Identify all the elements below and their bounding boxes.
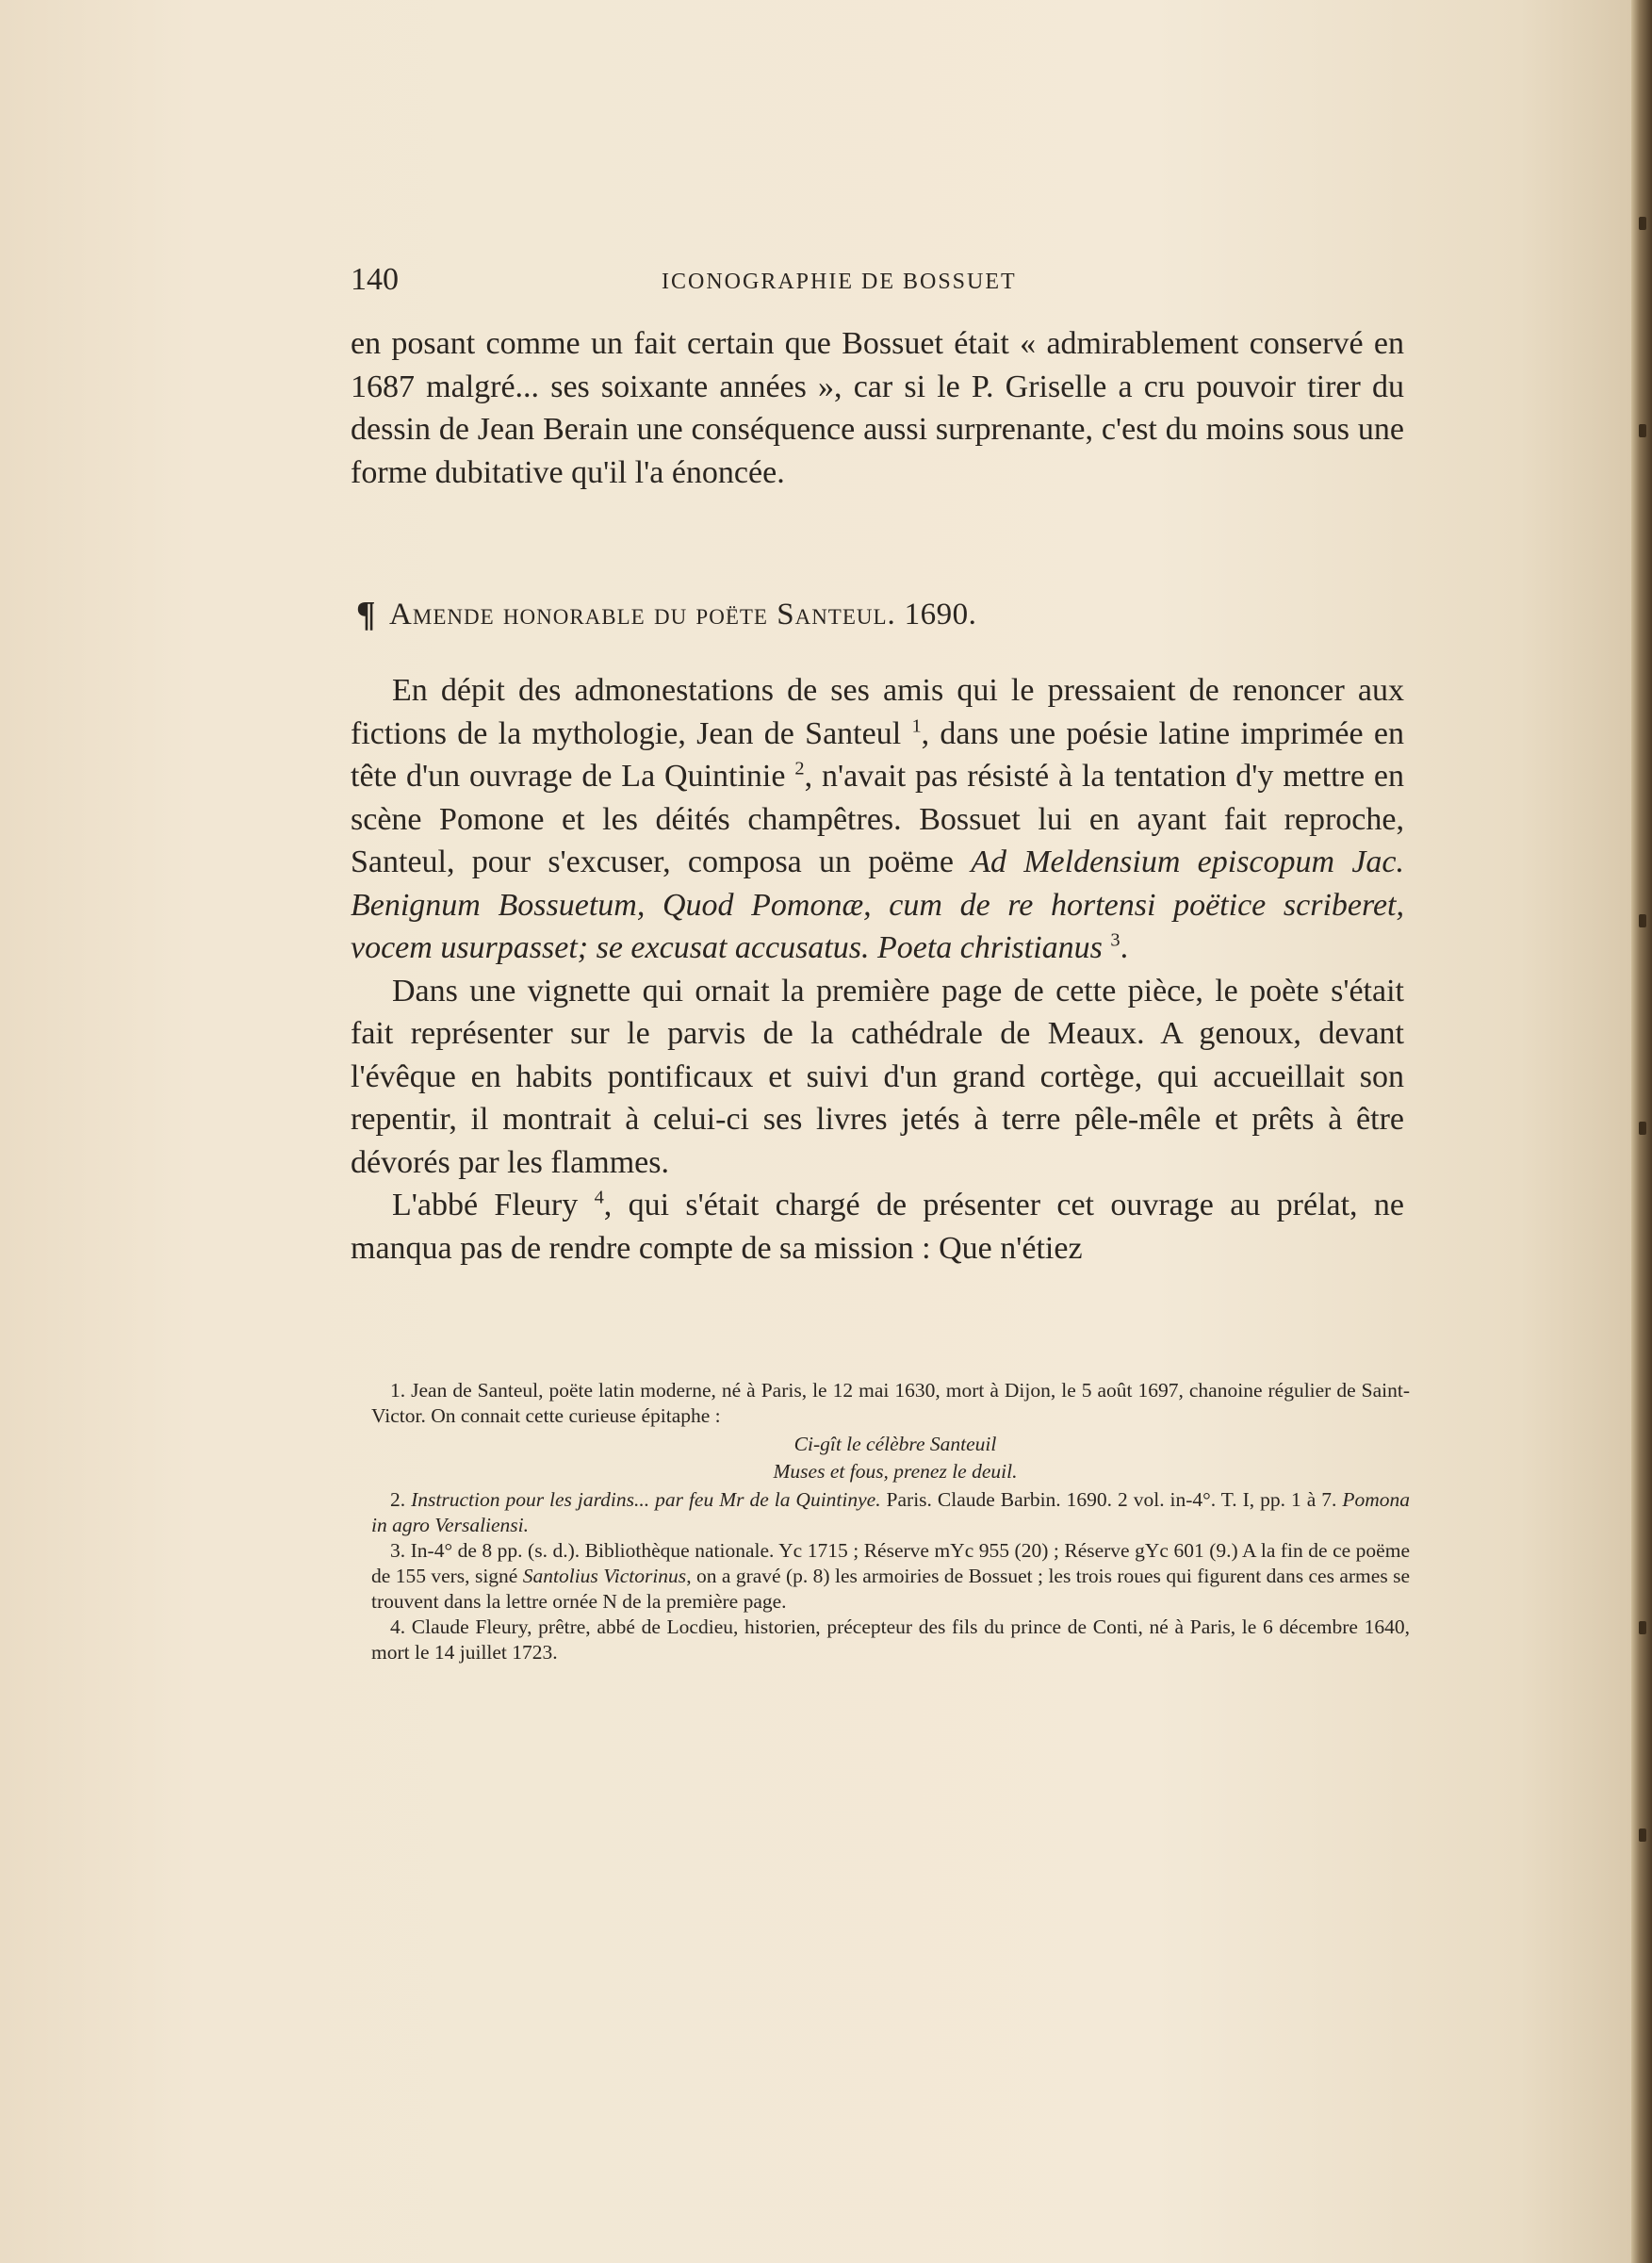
section-title: Amende honorable du poëte Santeul. — [389, 598, 896, 631]
paragraph-text: , qui s'était chargé de présenter cet ouvrage au prélat, ne manqua pas de rendre compte de sa mission : Que n'étiez — [351, 1188, 1404, 1266]
paragraph-text: , dans une poésie latine imprimée en tête d'un ouvrage de La Quintinie — [351, 715, 1404, 794]
binding-mark — [1639, 1621, 1646, 1634]
paragraph-santeul — [351, 669, 1404, 970]
paragraph-vignette: Dans une vignette qui ornait la première page de cette pièce, le poète s'était fait représenter sur le parvis de la cathédrale de Meaux. A genoux, devant l'évêque en habits pontificaux et suivi d'un grand cortège, qui accueillait son repentir, il montrait à celui-ci ses livres jetés à terre pêle-mêle et prêts à être dévorés par les flammes. — [351, 973, 1404, 1180]
paragraph-fleury — [351, 1184, 1404, 1270]
intro-paragraph-block — [351, 322, 1404, 494]
footnote-italic: Instruction pour les jardins... par feu Mr de la Quintinye. — [411, 1488, 881, 1511]
footnote-text: , on a gravé (p. 8) les armoiries de Bossuet ; les trois roues qui figurent dans ces armes se trouvent dans la lettre ornée N de la première page. — [371, 1565, 1410, 1613]
footnote-ref[interactable]: 4 — [594, 1187, 604, 1208]
page-binding-edge — [1631, 0, 1652, 2263]
binding-mark — [1639, 424, 1646, 437]
footnote-ref[interactable]: 2 — [794, 758, 805, 779]
footnote-italic: Santolius Victorinus — [522, 1565, 687, 1587]
footnote-number: 2. — [390, 1488, 406, 1511]
paragraph-text: . — [1120, 930, 1129, 965]
footnote-3 — [371, 1538, 1410, 1615]
binding-mark — [1639, 914, 1646, 927]
footnote-ref[interactable]: 1 — [911, 715, 922, 737]
footnotes — [371, 1378, 1410, 1665]
verse-line: Ci-gît le célèbre Santeuil — [793, 1433, 997, 1455]
paragraph-text: En dépit des admonestations de ses amis qui le pressaient de renoncer aux fictions de la mythologie, Jean de Santeul — [351, 673, 1404, 751]
section-year: 1690. — [904, 598, 977, 631]
page-number: 140 — [351, 262, 399, 297]
verse-line: Muses et fous, prenez le deuil. — [773, 1460, 1018, 1483]
footnote-2 — [371, 1487, 1410, 1538]
epitaph-verse — [371, 1431, 1410, 1485]
binding-mark — [1639, 217, 1646, 230]
footnote-4: 4. Claude Fleury, prêtre, abbé de Locdieu, historien, précepteur des fils du prince de Conti, né à Paris, le 6 décembre 1640, mort le 14 juillet 1723. — [371, 1615, 1410, 1664]
footnote-ref[interactable]: 3 — [1110, 929, 1120, 951]
footnote-1: 1. Jean de Santeul, poëte latin moderne, né à Paris, le 12 mai 1630, mort à Dijon, le 5 août 1697, chanoine régulier de Saint-Victor. On connait cette curieuse épitaphe : — [371, 1379, 1410, 1427]
paragraph-text: L'abbé Fleury — [392, 1188, 579, 1222]
footnote-text: Paris. Claude Barbin. 1690. 2 vol. in-4°. T. I, pp. 1 à 7. — [880, 1488, 1343, 1511]
poem-title: Ad Meldensium episcopum Jac. Benignum Bossuetum, Quod Pomonæ, cum de re hortensi poëtice scriberet, vocem usurpasset; se excusat accusatus. Poeta christianus — [351, 845, 1405, 965]
intro-paragraph: en posant comme un fait certain que Bossuet était « admirablement conservé en 1687 malgré... ses soixante années », car si le P. Griselle a cru pouvoir tirer du dessin de Jean Berain une conséquence aussi surprenante, c'est du moins sous une forme dubitative qu'il l'a énoncée. — [351, 326, 1404, 490]
footnote-text: 3. In-4° de 8 pp. (s. d.). Bibliothèque nationale. Yc 1715 ; Réserve mYc 955 (20) ; Réserve gYc 601 (9.) A la fin de ce poëme de 155 vers, signé — [371, 1539, 1410, 1587]
page-header — [351, 262, 1404, 300]
section-heading — [356, 594, 976, 635]
binding-mark — [1639, 1828, 1646, 1842]
footnote-italic: Pomona in agro Versaliensi. — [371, 1488, 1410, 1536]
paragraph-text: , n'avait pas résisté à la tentation d'y mettre en scène Pomone et les déités champêtres. Bossuet lui en ayant fait reproche, Santeul, pour s'excuser, composa un poëme — [351, 759, 1405, 879]
pilcrow-icon: ¶ — [356, 595, 377, 634]
binding-mark — [1639, 1122, 1646, 1135]
running-head: ICONOGRAPHIE DE BOSSUET — [662, 270, 1017, 294]
body-text — [351, 669, 1404, 1270]
